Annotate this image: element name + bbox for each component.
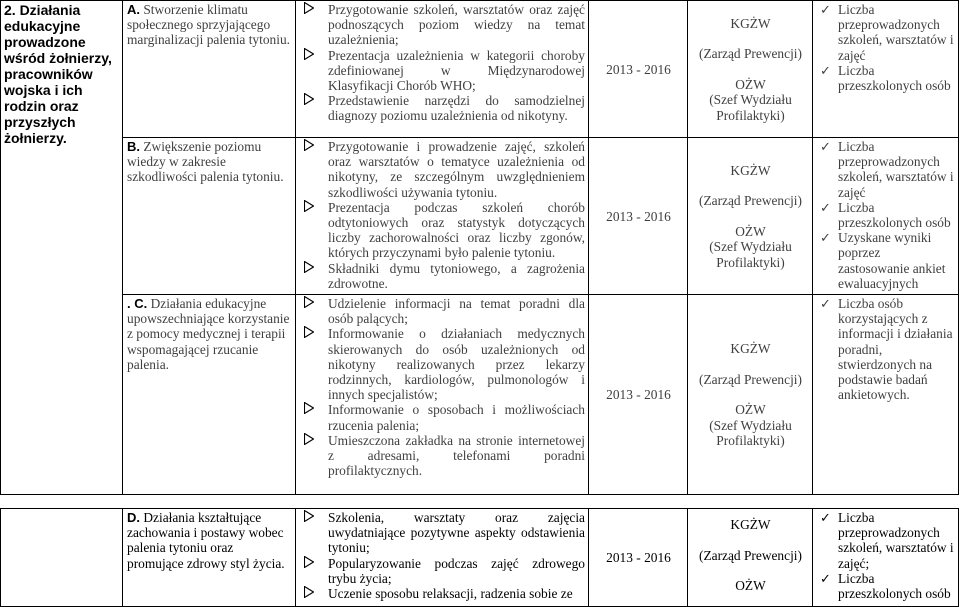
task-text: Działania kształtujące zachowania i postawy wobec palenia tytoniu oraz promujące zdrowy styl życia. (127, 510, 285, 571)
task-letter: B. (127, 139, 140, 154)
list-item: Składniki dymu tytoniowego, a zagrożenia zdrowotne. (300, 261, 585, 291)
period-cell: 2013 - 2016 (589, 295, 688, 495)
task-letter: . C. (127, 296, 148, 311)
table-row (1, 509, 959, 607)
list-item: ✓ Liczba przeprowadzonych szkoleń, warsztatów i zajęć; (820, 510, 954, 571)
arrow-bullet-icon (304, 556, 314, 568)
task-letter: D. (127, 510, 140, 525)
list-item: Udzielenie informacji na temat poradni dla osób palących; (300, 296, 585, 326)
checkmark-icon: ✓ (820, 199, 831, 215)
indicators-cell (813, 1, 959, 138)
actions-cell (296, 295, 589, 495)
list-item: Informowanie o sposobach i możliwościach rzucenia palenia; (300, 402, 585, 432)
task-text: Stworzenie klimatu społecznego sprzyjającego marginalizacji palenia tytoniu. (127, 2, 290, 48)
arrow-bullet-icon (304, 510, 314, 522)
arrow-bullet-icon (304, 433, 314, 445)
list-item: Umieszczona zakładka na stronie internetowej z adresami, telefonami poradni profilaktycznych. (300, 433, 585, 479)
list-item: Prezentacja podczas szkoleń chorób odtytoniowych oraz statystyk dotyczących liczby zachorowalności oraz liczby zgonów, których przyczynami było palenie tytoniu. (300, 200, 585, 261)
arrow-bullet-icon (304, 200, 314, 212)
task-cell (123, 295, 296, 495)
list-item: Popularyzowanie podczas zajęć zdrowego trybu życia; (300, 556, 585, 586)
list-item: ✓ Liczba przeszkolonych osób (820, 199, 951, 231)
task-cell (123, 138, 296, 295)
checkmark-icon: ✓ (820, 510, 831, 525)
list-item: Uczenie sposobu relaksacji, radzenia sobie ze (300, 586, 585, 601)
arrow-bullet-icon (304, 296, 314, 308)
list-item: ✓ Liczba przeszkolonych osób (820, 62, 951, 94)
arrow-bullet-icon (304, 586, 314, 598)
goal-cell-empty (1, 509, 123, 607)
arrow-bullet-icon (304, 93, 314, 105)
period-cell: 2013 - 2016 (589, 509, 688, 607)
task-text: Działania edukacyjne upowszechniające korzystanie z pomocy medycznej i terapii wspomagającej rzucanie palenia. (127, 296, 290, 372)
checkmark-icon: ✓ (820, 62, 831, 78)
table-row (1, 295, 959, 495)
task-cell (123, 509, 296, 607)
actions-cell (296, 1, 589, 138)
indicators-cell (813, 295, 959, 495)
checkmark-icon: ✓ (820, 2, 831, 17)
arrow-bullet-icon (304, 2, 314, 14)
list-item: ✓ Liczba przeprowadzonych szkoleń, warsztatów i zajęć (820, 2, 954, 63)
list-item: Informowanie o działaniach medycznych skierowanych do osób uzależnionych od nikotyny realizowanych przez lekarzy rodzinnych, kardiologów, pulmonologów i innych specjalistów; (300, 326, 585, 402)
spacer-row (1, 495, 959, 509)
list-item: ✓ Liczba przeszkolonych osób (820, 570, 951, 602)
task-cell (123, 1, 296, 138)
goal-cell (1, 1, 123, 495)
list-item: Prezentacja uzależnienia w kategorii choroby zdefiniowanej w Międzynarodowej Klasyfikacji Chorób WHO; (300, 48, 585, 94)
checkmark-icon: ✓ (820, 570, 831, 586)
arrow-bullet-icon (304, 48, 314, 60)
list-item: ✓ Liczba osób korzystających z informacji i działania poradni, stwierdzonych na podstawie badań ankietowych. (820, 296, 953, 403)
checkmark-icon: ✓ (820, 230, 831, 246)
arrow-bullet-icon (304, 326, 314, 338)
indicators-cell (813, 138, 959, 295)
period-cell: 2013 - 2016 (589, 1, 688, 138)
list-item: Przygotowanie szkoleń, warsztatów oraz zajęć podnoszących poziom wiedzy na temat uzależnienia; (300, 2, 585, 48)
arrow-bullet-icon (304, 139, 314, 151)
indicators-cell (813, 509, 959, 607)
responsible-cell: KGŻW (Zarząd Prewencji) OŻW (Szef Wydziału Profilaktyki) (688, 295, 813, 495)
checkmark-icon: ✓ (820, 296, 831, 311)
list-item: Szkolenia, warsztaty oraz zajęcia uwydatniające pozytywne aspekty odstawienia tytoniu; (300, 510, 585, 556)
table-row (1, 138, 959, 295)
task-letter: A. (127, 2, 140, 17)
responsible-cell: KGŻW (Zarząd Prewencji) OŻW (Szef Wydziału Profilaktyki) (688, 1, 813, 138)
actions-cell (296, 138, 589, 295)
list-item: ✓ Uzyskane wyniki poprzez zastosowanie ankiet ewaluacyjnych (820, 230, 946, 291)
table-row (1, 1, 959, 138)
arrow-bullet-icon (304, 261, 314, 273)
responsible-cell: KGŻW (Zarząd Prewencji) OŻW (Szef Wydziału Profilaktyki) (688, 138, 813, 295)
list-item: Przygotowanie i prowadzenie zajęć, szkoleń oraz warsztatów o tematyce uzależnienia od nikotyny, ze szczególnym uwzględnieniem szkodliwości używania tytoniu. (300, 139, 585, 200)
arrow-bullet-icon (304, 402, 314, 414)
actions-cell (296, 509, 589, 607)
list-item: ✓ Liczba przeprowadzonych szkoleń, warsztatów i zajęć (820, 139, 954, 200)
task-text: Zwiększenie poziomu wiedzy w zakresie szkodliwości palenia tytoniu. (127, 139, 284, 185)
checkmark-icon: ✓ (820, 139, 831, 154)
list-item: Przedstawienie narzędzi do samodzielnej diagnozy poziomu uzależnienia od nikotyny. (300, 93, 585, 123)
responsible-cell: KGŻW (Zarząd Prewencji) OŻW (688, 509, 813, 607)
period-cell: 2013 - 2016 (589, 138, 688, 295)
goal-text: 2. Działania edukacyjne prowadzone wśród żołnierzy, pracowników wojska i ich rodzin oraz przyszłych żołnierzy. (4, 2, 112, 146)
